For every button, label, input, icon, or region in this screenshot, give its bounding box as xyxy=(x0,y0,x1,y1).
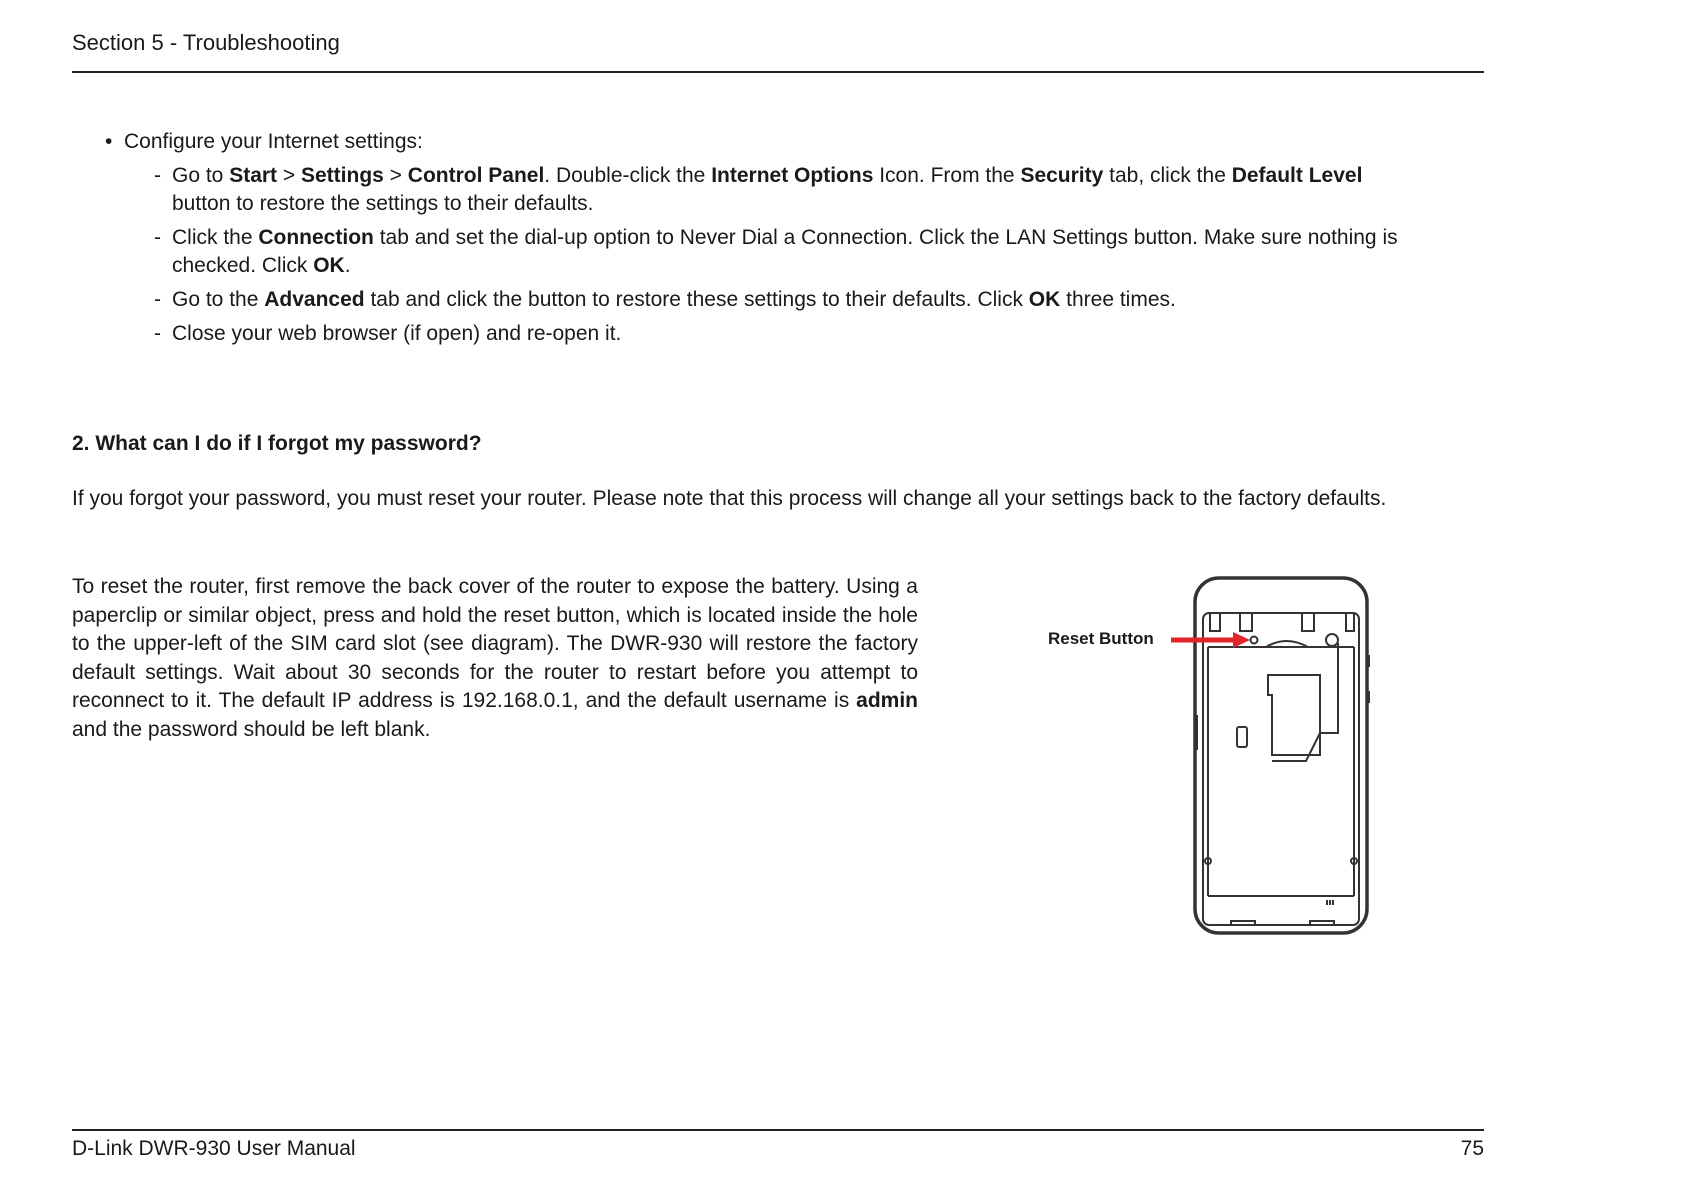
step-advanced-tab xyxy=(72,286,1482,314)
section-header: Section 5 - Troubleshooting xyxy=(72,30,340,55)
step-connection-tab xyxy=(72,224,1482,280)
connection-term: Connection xyxy=(258,226,374,249)
step-text: > xyxy=(383,164,408,187)
step-text: Go to xyxy=(172,164,230,187)
default-level-term: Default Level xyxy=(1231,164,1363,187)
step-text: tab and set the dial-up option to Never Dial a Connection. Click the LAN Settings button. Make sure nothing is checked. Click xyxy=(172,226,1398,277)
control-panel-term: Control Panel xyxy=(407,164,545,187)
footer-rule xyxy=(72,1129,1484,1131)
step-text: Click the xyxy=(172,226,259,249)
reset-instructions xyxy=(72,573,918,744)
top-tab xyxy=(1210,613,1220,631)
step-text: . Double-click the xyxy=(544,164,712,187)
footer-manual-title: D-Link DWR-930 User Manual xyxy=(72,1137,356,1160)
sim-card-icon xyxy=(1237,727,1247,747)
step-text: button to restore the settings to their defaults. xyxy=(172,192,594,215)
step-close-browser xyxy=(72,320,1482,348)
step-dash: - xyxy=(154,288,161,311)
bullet-dot: • xyxy=(105,130,113,153)
top-tab xyxy=(1302,613,1314,631)
reset-arrow xyxy=(1171,632,1250,648)
sim-slot xyxy=(1268,675,1320,755)
ok-term: OK xyxy=(313,254,345,277)
step-dash: - xyxy=(154,322,161,345)
advanced-term: Advanced xyxy=(264,288,365,311)
step-text: Icon. From the xyxy=(873,164,1021,187)
step-text: Close your web browser (if open) and re-open it. xyxy=(172,322,622,345)
ok-term: OK xyxy=(1028,288,1061,311)
page-number: 75 xyxy=(1460,1137,1484,1160)
admin-term: admin xyxy=(856,689,918,712)
bullet-intro: Configure your Internet settings: xyxy=(124,130,423,153)
step-text: > xyxy=(277,164,301,187)
corner-screw xyxy=(1326,634,1338,646)
step-dash: - xyxy=(154,164,161,187)
faq-question: 2. What can I do if I forgot my password? xyxy=(72,432,482,455)
step-text: tab and click the button to restore these settings to their defaults. Click xyxy=(364,288,1029,311)
bottom-slot xyxy=(1231,921,1255,925)
bullet-item xyxy=(72,128,1482,156)
step-start-settings xyxy=(72,162,1482,218)
step-text: Go to the xyxy=(172,288,265,311)
header-rule xyxy=(72,71,1484,73)
faq-answer: If you forgot your password, you must reset your router. Please note that this process will change all your settings back to the factory defaults. xyxy=(72,487,1387,510)
router-diagram xyxy=(1040,575,1380,940)
internet-settings-block xyxy=(72,128,1482,354)
reset-text: To reset the router, first remove the back cover of the router to expose the battery. Using a paperclip or similar object, press and hold the reset button, which is located inside the hole to the upper-left of the SIM card slot (see diagram). The DWR-930 will restore the factory default settings. Wait about 30 seconds for the router to restart before you attempt to reconnect to it. The default IP address is 192.168.0.1, and the default username is xyxy=(72,575,918,712)
step-text: . xyxy=(344,254,351,277)
top-tab xyxy=(1240,613,1252,631)
top-tab xyxy=(1346,613,1354,631)
internet-options-term: Internet Options xyxy=(711,164,874,187)
step-text: tab, click the xyxy=(1103,164,1232,187)
sim-notch xyxy=(1272,643,1338,761)
step-text: three times. xyxy=(1060,288,1176,311)
reset-button-label: Reset Button xyxy=(1048,629,1154,648)
reset-text: and the password should be left blank. xyxy=(72,717,431,741)
step-dash: - xyxy=(154,226,161,249)
router-inner-frame xyxy=(1203,613,1359,925)
reset-hole xyxy=(1251,637,1258,644)
bottom-slot xyxy=(1310,921,1334,925)
settings-term: Settings xyxy=(301,164,384,187)
steps-list xyxy=(72,162,1482,348)
security-term: Security xyxy=(1020,164,1104,187)
start-term: Start xyxy=(229,164,278,187)
